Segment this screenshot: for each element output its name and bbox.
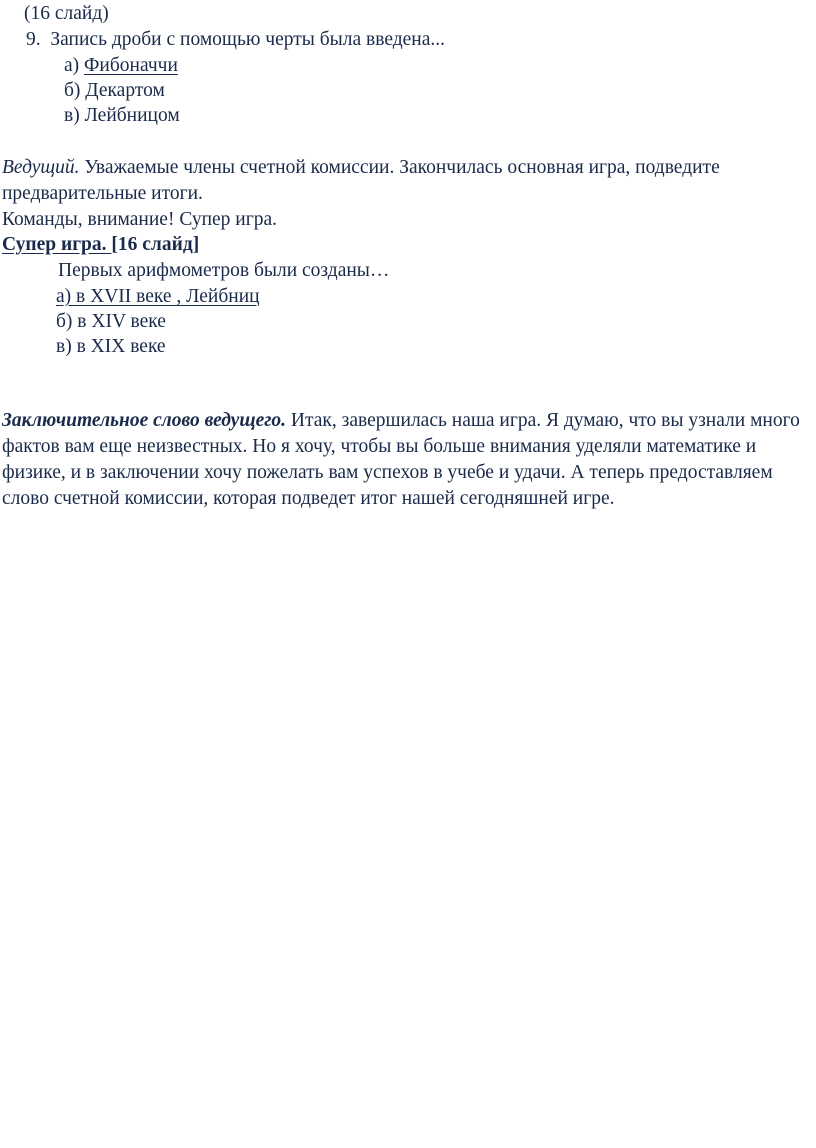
super-game-option-a: а) в XVII веке , Лейбниц [56, 286, 260, 307]
closing-text: Итак, завершилась наша игра. Я думаю, что вы узнали много фактов вам еще неизвестных. Но я хочу, чтобы вы больше внимания уделяли математике и физике, и в заключении хочу пожелать вам успехов в учебе и удачи. А теперь предоставляем слово счетной комиссии, которая подведет итог нашей сегодняшней игре. [2, 410, 800, 509]
super-game-title [2, 232, 199, 258]
option-marker: в) [64, 105, 85, 126]
option-text: Декартом [85, 80, 165, 101]
closing-label: Заключительное слово ведущего. [2, 410, 287, 431]
option-marker: а) [64, 55, 85, 76]
super-game-title-underlined: Супер игра. [2, 234, 112, 255]
host-text: Уважаемые члены счетной комиссии. Закончилась основная игра, подведите предварительные итоги. [2, 157, 720, 204]
slide-note: (16 слайд) [24, 3, 109, 24]
super-game-option-c: в) в XIX веке [56, 336, 166, 357]
super-game-option-b: б) в XIV веке [56, 311, 166, 332]
quiz-option-a [64, 53, 178, 79]
quiz-question: 9. Запись дроби с помощью черты была введена... [26, 29, 446, 50]
quiz-option-b [64, 78, 165, 104]
option-text-correct: Фибоначчи [84, 55, 178, 76]
option-marker: б) [64, 80, 86, 101]
host-paragraph [2, 155, 802, 207]
option-text: Лейбницом [84, 105, 180, 126]
super-game-question: Первых арифмометров были созданы… [58, 260, 390, 281]
host-label: Ведущий. [2, 157, 80, 178]
closing-paragraph [2, 408, 802, 512]
quiz-option-c [64, 103, 180, 129]
teams-line: Команды, внимание! Супер игра. [2, 209, 278, 230]
super-game-title-rest: [16 слайд] [111, 234, 200, 255]
